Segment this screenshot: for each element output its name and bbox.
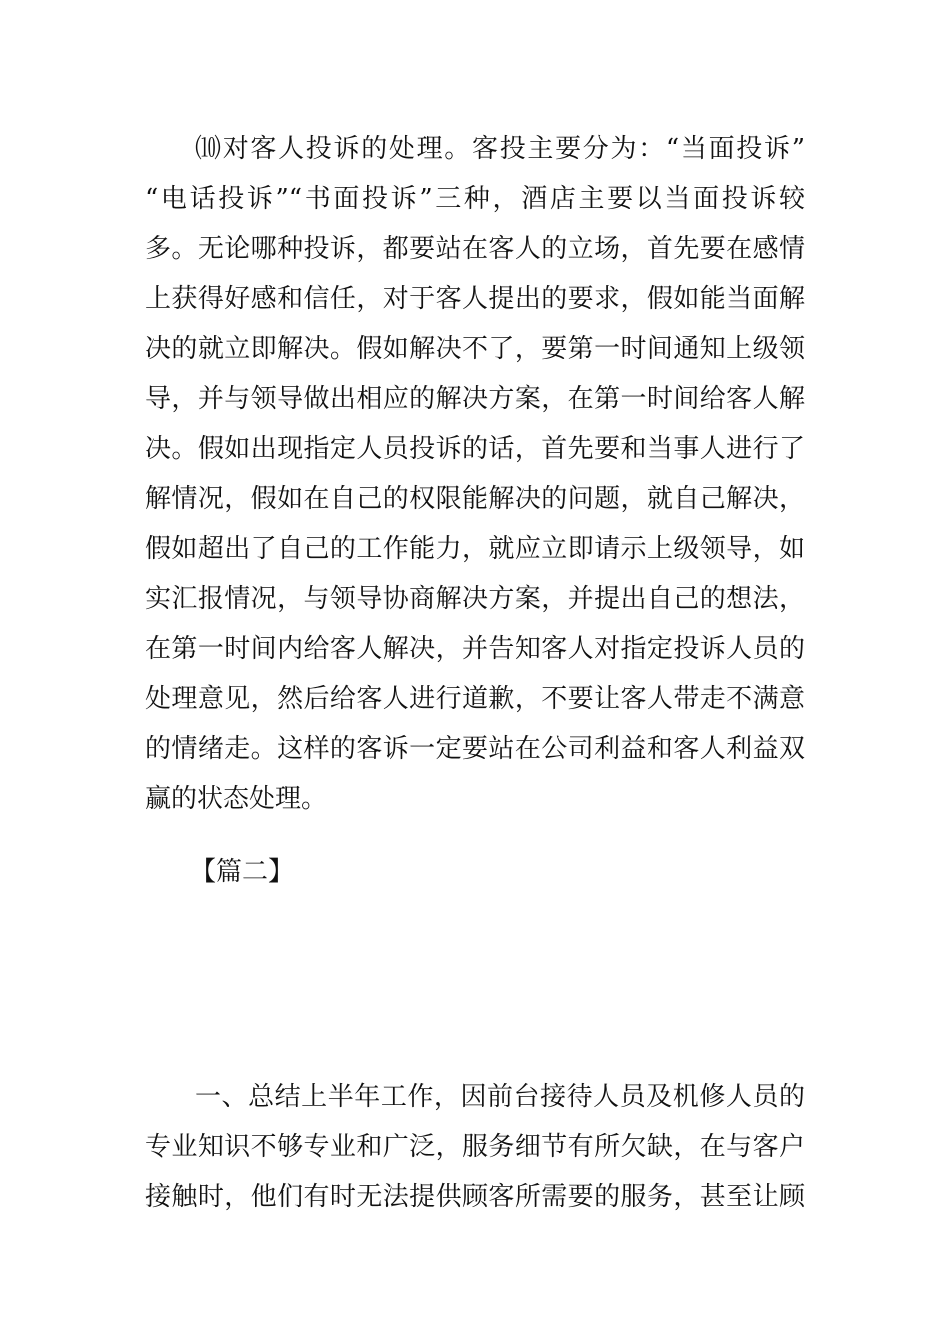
paragraph-line: 赢的状态处理。 xyxy=(145,784,328,814)
paragraph-line: 的情绪走。这样的客诉一定要站在公司利益和客人利益双 xyxy=(145,734,805,764)
paragraph-line: 假如超出了自己的工作能力，就应立即请示上级领导，如 xyxy=(145,534,805,564)
paragraph-line: 专业知识不够专业和广泛，服务细节有所欠缺，在与客户 xyxy=(145,1132,805,1162)
paragraph-line: 在第一时间内给客人解决，并告知客人对指定投诉人员的 xyxy=(145,634,805,664)
paragraph-line: 一、总结上半年工作，因前台接待人员及机修人员的 xyxy=(195,1082,805,1112)
paragraph-line: “电话投诉”“书面投诉”三种，酒店主要以当面投诉较 xyxy=(145,184,805,214)
paragraph-line: 接触时，他们有时无法提供顾客所需要的服务，甚至让顾 xyxy=(145,1182,805,1212)
paragraph-line: 实汇报情况，与领导协商解决方案，并提出自己的想法， xyxy=(145,584,805,614)
paragraph-line: ⑽对客人投诉的处理。客投主要分为：“当面投诉” xyxy=(195,134,805,164)
paragraph-line: 上获得好感和信任，对于客人提出的要求，假如能当面解 xyxy=(145,284,805,314)
paragraph-line: 多。无论哪种投诉，都要站在客人的立场，首先要在感情 xyxy=(145,234,805,264)
paragraph-line: 处理意见，然后给客人进行道歉，不要让客人带走不满意 xyxy=(145,684,805,714)
paragraph-line: 决。假如出现指定人员投诉的话，首先要和当事人进行了 xyxy=(145,434,805,464)
section-heading: 【篇二】 xyxy=(190,857,295,887)
paragraph-line: 决的就立即解决。假如解决不了，要第一时间通知上级领 xyxy=(145,334,805,364)
paragraph-line: 导，并与领导做出相应的解决方案，在第一时间给客人解 xyxy=(145,384,805,414)
paragraph-line: 解情况，假如在自己的权限能解决的问题，就自己解决， xyxy=(145,484,805,514)
